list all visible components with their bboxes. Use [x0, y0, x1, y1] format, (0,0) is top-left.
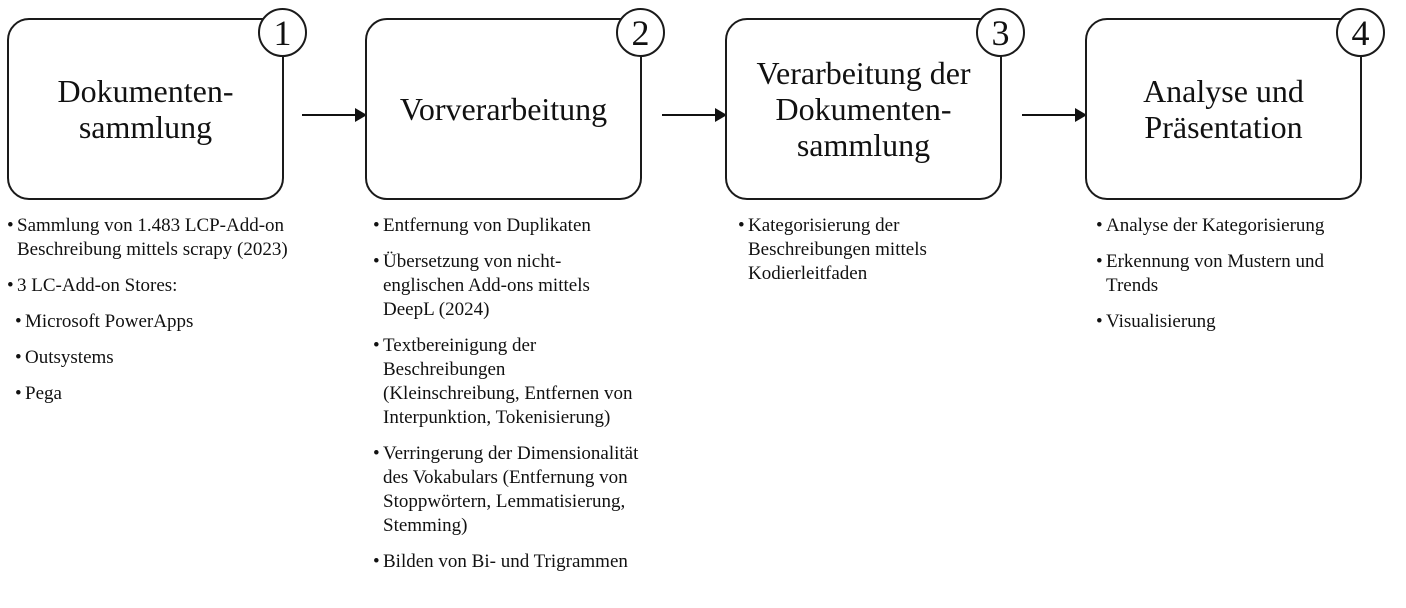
bullet-item: • Visualisierung [1096, 310, 1324, 334]
bullet-item: • Bilden von Bi- und Trigrammen [373, 550, 638, 574]
step-box-analyse [1085, 18, 1362, 200]
arrow-2-to-3 [662, 114, 725, 116]
arrow-3-to-4 [1022, 114, 1085, 116]
step-title-line: sammlung [78, 109, 213, 145]
step-title-line: Analyse und [1143, 73, 1304, 109]
bullet-item: • Übersetzung von nicht- englischen Add-ons mittels DeepL (2024) [373, 250, 638, 322]
bullet-item: • Erkennung von Mustern und Trends [1096, 250, 1324, 298]
bullet-item: • Textbereinigung der Beschreibungen (Kleinschreibung, Entfernen von Interpunktion, Tokenisierung) [373, 334, 638, 430]
bullet-list-step-1 [7, 214, 288, 418]
bullet-item: • Kategorisierung der Beschreibungen mittels Kodierleitfaden [738, 214, 927, 286]
step-3 [725, 12, 1010, 200]
bullet-item: • Microsoft PowerApps [15, 310, 288, 334]
bullet-item: • Entfernung von Duplikaten [373, 214, 638, 238]
step-title-line: Vorverarbeitung [399, 91, 608, 127]
step-number-badge: 4 [1336, 8, 1385, 57]
step-title-line: sammlung [796, 127, 931, 163]
step-title-line: Dokumenten- [57, 73, 234, 109]
step-title-line: Dokumenten- [775, 91, 952, 127]
step-number-badge: 3 [976, 8, 1025, 57]
step-title-line: Präsentation [1144, 109, 1303, 145]
step-title-line: Verarbeitung der [756, 55, 971, 91]
step-box-dokumentensammlung [7, 18, 284, 200]
bullet-item: • Analyse der Kategorisierung [1096, 214, 1324, 238]
bullet-list-step-4 [1096, 214, 1324, 346]
step-box-vorverarbeitung [365, 18, 642, 200]
bullet-item: • 3 LC-Add-on Stores: [7, 274, 288, 298]
bullet-item: • Verringerung der Dimensionalität des Vokabulars (Entfernung von Stoppwörtern, Lemmatisierung, Stemming) [373, 442, 638, 538]
step-box-verarbeitung [725, 18, 1002, 200]
step-number-badge: 1 [258, 8, 307, 57]
step-2 [365, 12, 650, 200]
step-number-badge: 2 [616, 8, 665, 57]
step-4 [1085, 12, 1370, 200]
step-1 [7, 12, 292, 200]
bullet-item: • Pega [15, 382, 288, 406]
arrow-1-to-2 [302, 114, 365, 116]
bullet-list-step-2 [373, 214, 638, 586]
bullet-list-step-3 [738, 214, 927, 298]
bullet-item: • Sammlung von 1.483 LCP-Add-on Beschreibung mittels scrapy (2023) [7, 214, 288, 262]
bullet-item: • Outsystems [15, 346, 288, 370]
